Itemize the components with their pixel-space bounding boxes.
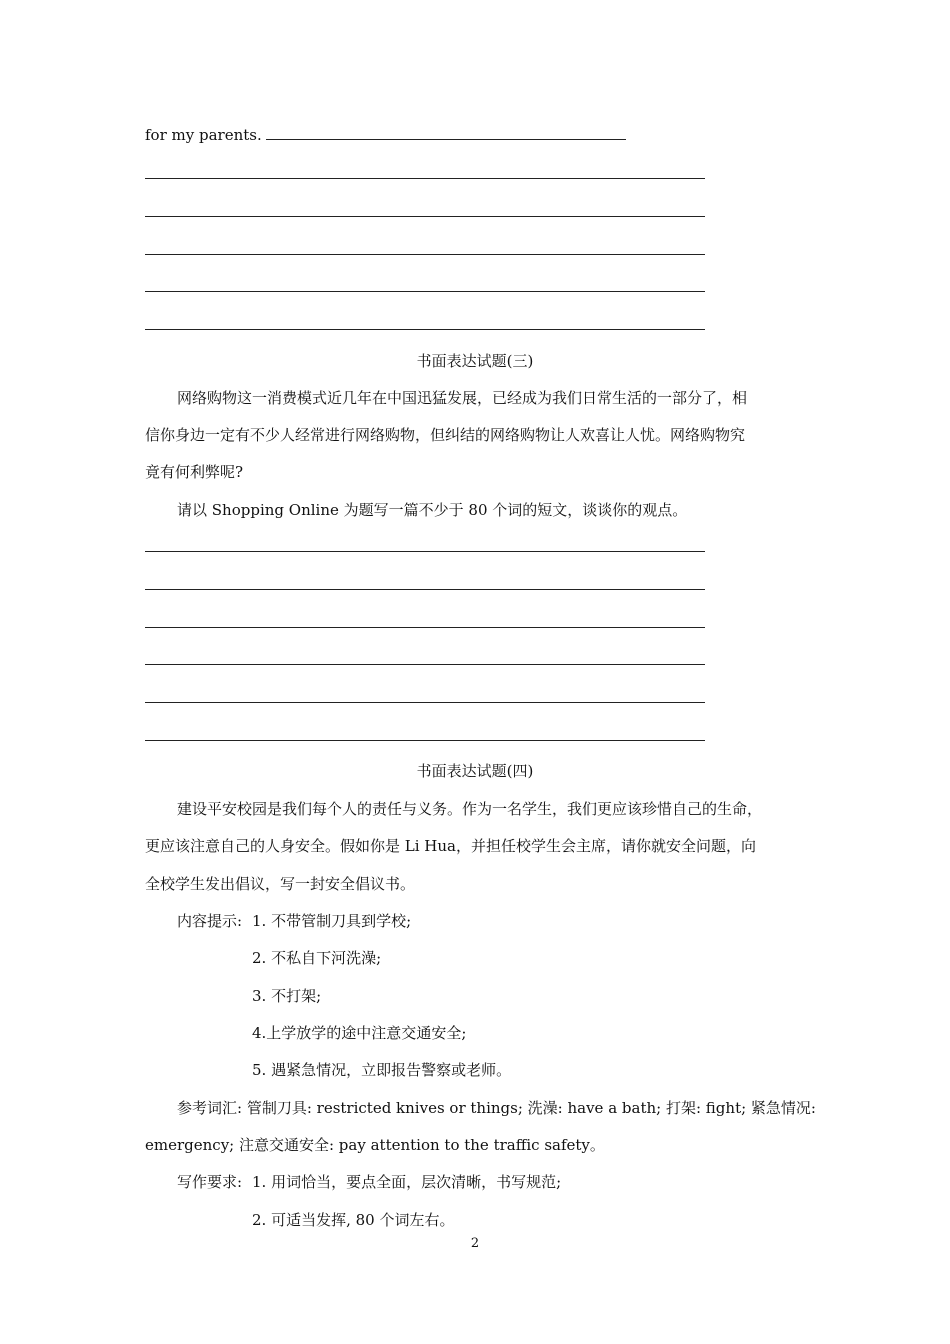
section-3-paragraph-line: 竟有何利弊呢? — [145, 463, 244, 481]
hint-item: 5. 遇紧急情况，立即报告警察或老师。 — [252, 1061, 512, 1079]
requirements-label: 写作要求: — [177, 1173, 243, 1191]
answer-line[interactable] — [145, 291, 705, 292]
section-4-paragraph-line: 建设平安校园是我们每个人的责任与义务。作为一名学生，我们更应该珍惜自己的生命， — [177, 800, 763, 818]
hints-label: 内容提示: — [177, 912, 243, 930]
answer-line[interactable] — [145, 702, 705, 703]
continuation-line — [145, 126, 626, 144]
page-number: 2 — [470, 1236, 480, 1251]
section-4-paragraph-line: 全校学生发出倡议，写一封安全倡议书。 — [145, 875, 416, 893]
hint-item: 3. 不打架; — [252, 987, 322, 1005]
answer-line[interactable] — [145, 551, 705, 552]
requirement-item: 1. 用词恰当，要点全面，层次清晰，书写规范; — [252, 1173, 562, 1191]
section-4-title: 书面表达试题(四) — [416, 762, 534, 780]
answer-line[interactable] — [145, 627, 705, 628]
answer-line[interactable] — [145, 740, 705, 741]
continuation-text: for my parents. — [145, 126, 262, 144]
section-4-paragraph-line: 更应该注意自己的人身安全。假如你是 Li Hua，并担任校学生会主席，请你就安全问题，向 — [145, 837, 756, 855]
section-3-paragraph-line: 信你身边一定有不少人经常进行网络购物，但纠结的网络购物让人欢喜让人忧。网络购物究 — [145, 426, 746, 444]
answer-line[interactable] — [145, 216, 705, 217]
section-3-instruction: 请以 Shopping Online 为题写一篇不少于 80 个词的短文，谈谈你的观点。 — [177, 501, 688, 519]
requirement-item: 2. 可适当发挥, 80 个词左右。 — [252, 1211, 455, 1229]
answer-line[interactable] — [145, 329, 705, 330]
vocab-line: emergency; 注意交通安全: pay attention to the traffic safety。 — [145, 1136, 605, 1154]
section-3-title: 书面表达试题(三) — [416, 352, 534, 370]
vocab-line: 参考词汇: 管制刀具: restricted knives or things; 洗澡: have a bath; 打架: fight; 紧急情况: — [177, 1099, 816, 1117]
hint-item: 4.上学放学的途中注意交通安全; — [252, 1024, 467, 1042]
answer-line[interactable] — [145, 589, 705, 590]
answer-blank-inline[interactable] — [266, 139, 626, 140]
answer-line[interactable] — [145, 664, 705, 665]
hint-item: 2. 不私自下河洗澡; — [252, 949, 382, 967]
answer-line[interactable] — [145, 178, 705, 179]
hint-item: 1. 不带管制刀具到学校; — [252, 912, 412, 930]
answer-line[interactable] — [145, 254, 705, 255]
section-3-paragraph-line: 网络购物这一消费模式近几年在中国迅猛发展，已经成为我们日常生活的一部分了，相 — [177, 389, 748, 407]
